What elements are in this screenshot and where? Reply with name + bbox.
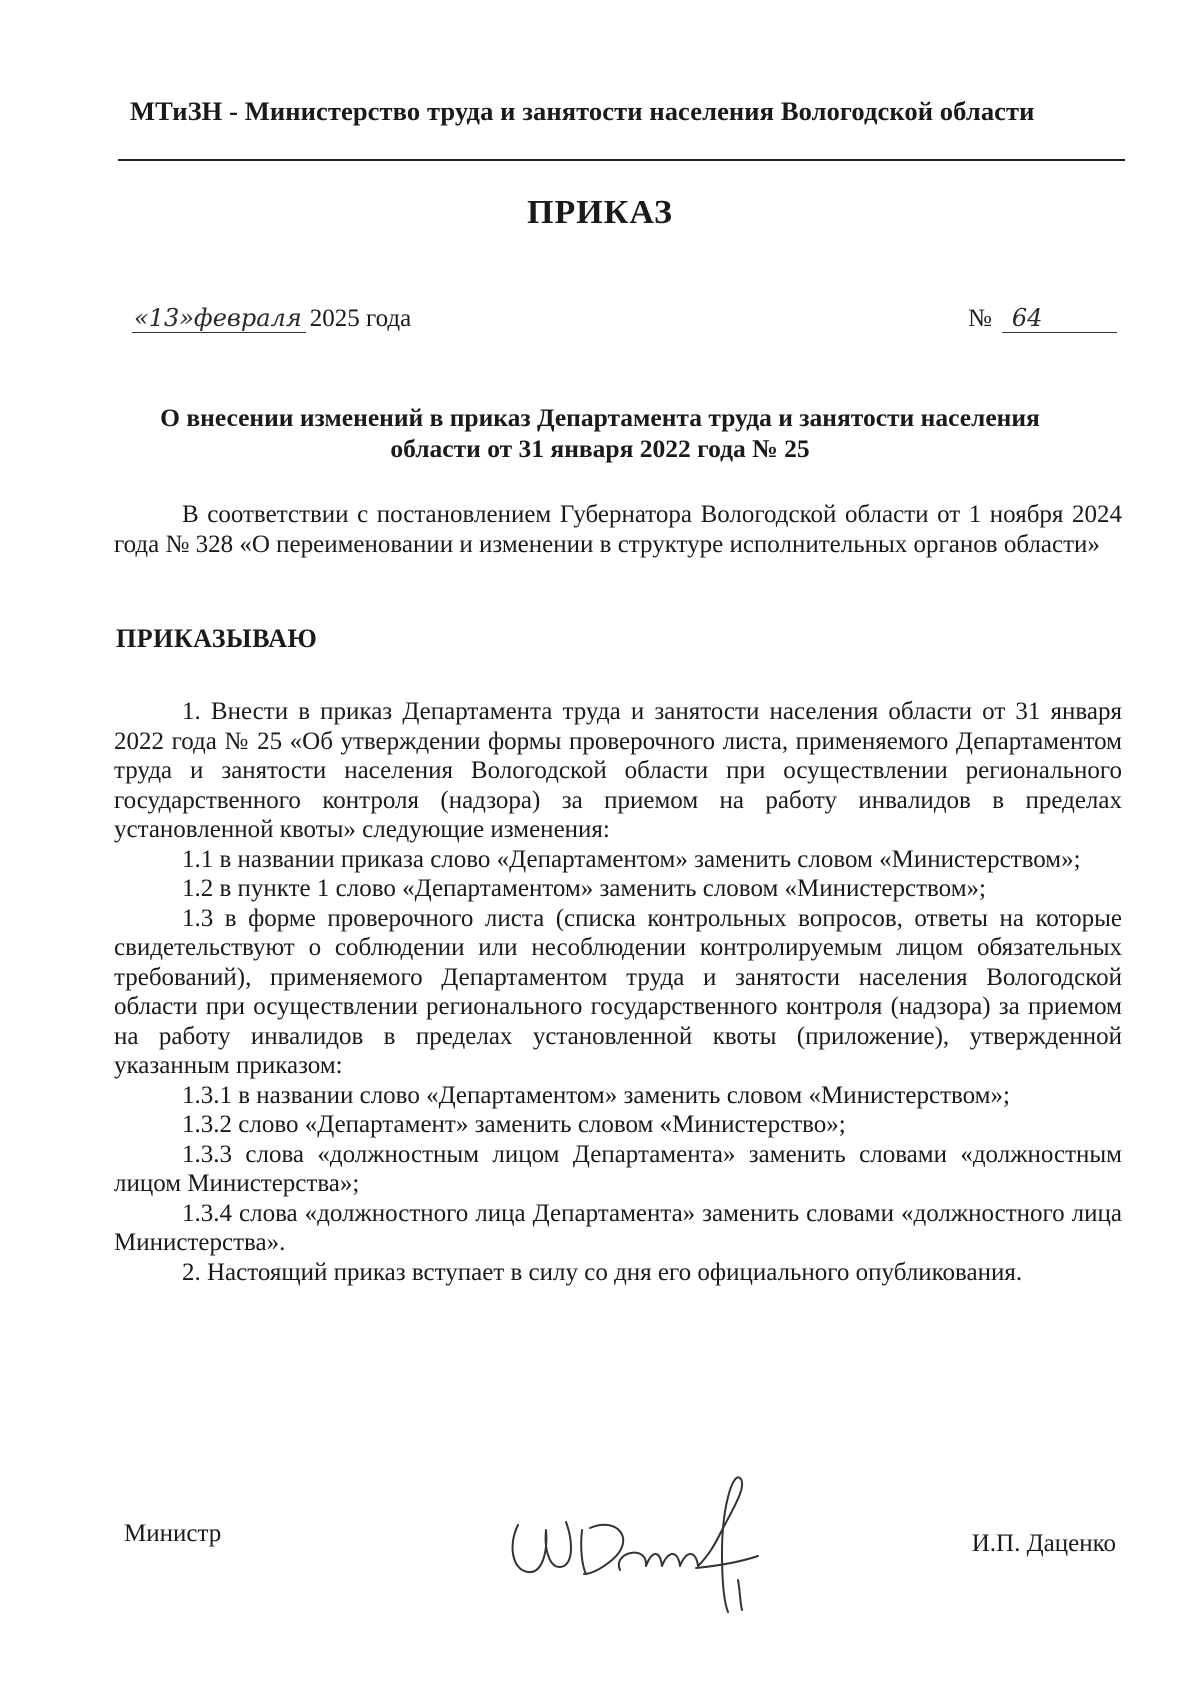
order-item: 1.3.3 слова «должностным лицом Департамента» заменить словами «должностным лицом Министерства»; <box>114 1140 1122 1197</box>
preamble <box>114 500 1122 559</box>
order-item: 1.3 в форме проверочного листа (списка контрольных вопросов, ответы на которые свидетельствуют о соблюдении или несоблюдении контролируемым лицом обязательных требований), применяемого Департаментом труда и занятости населения Вологодской области при осуществлении регионального государственного контроля (надзора) за приемом на работу инвалидов в пределах установленной квоты (приложение), утвержденной указанным приказом: <box>114 904 1122 1079</box>
order-item: 1.3.4 слова «должностного лица Департамента» заменить словами «должностного лица Министерства». <box>114 1199 1122 1256</box>
preamble-text: В соответствии с постановлением Губернатора Вологодской области от 1 ноября 2024 года № 328 «О переименовании и изменении в структуре исполнительных органов области» <box>114 501 1122 558</box>
order-number <box>968 304 1117 333</box>
order-item: 1.2 в пункте 1 слово «Департаментом» заменить словом «Министерством»; <box>182 875 986 902</box>
order-word: ПРИКАЗЫВАЮ <box>116 624 318 653</box>
signature-block <box>0 1490 1200 1630</box>
handwritten-signature <box>500 1470 770 1620</box>
signatory-name: И.П. Даценко <box>971 1530 1116 1557</box>
number-value: 64 <box>1002 304 1117 333</box>
order-item: 2. Настоящий приказ вступает в силу со дня его официального опубликования. <box>182 1258 1023 1286</box>
order-item: 1. Внести в приказ Департамента труда и занятости населения области от 31 января 2022 года № 25 «Об утверждении формы проверочного листа, применяемого Департаментом труда и занятости населения Вологодской области при осуществлении регионального государственного контроля (надзора) за приемом на работу инвалидов в пределах установленной квоты» следующие изменения: <box>114 698 1122 843</box>
signatory-role: Министр <box>124 1520 222 1547</box>
header-divider <box>118 159 1125 161</box>
order-date <box>132 304 411 333</box>
order-items <box>114 697 1122 1287</box>
number-label: № <box>968 305 992 332</box>
date-open-quote: « <box>134 304 149 332</box>
order-item: 1.3.1 в названии слово «Департаментом» заменить словом «Министерством»; <box>182 1081 1010 1109</box>
date-close-quote: » <box>179 304 194 332</box>
date-month: февраля <box>193 304 302 332</box>
organization-header: МТиЗН - Министерство труда и занятости населения Вологодской области <box>130 96 1035 126</box>
order-item: 1.1 в названии приказа слово «Департаментом» заменить словом «Министерством»; <box>182 845 1081 873</box>
date-day: 13 <box>148 304 180 332</box>
document-subject: О внесении изменений в приказ Департамента труда и занятости населения области от 31 января 2022 года № 25 <box>160 403 1040 463</box>
document-title: ПРИКАЗ <box>527 194 673 231</box>
date-year: 2025 года <box>309 305 412 332</box>
order-item: 1.3.2 слово «Департамент» заменить словом «Министерство»; <box>182 1111 846 1138</box>
handwritten-date <box>132 304 306 333</box>
